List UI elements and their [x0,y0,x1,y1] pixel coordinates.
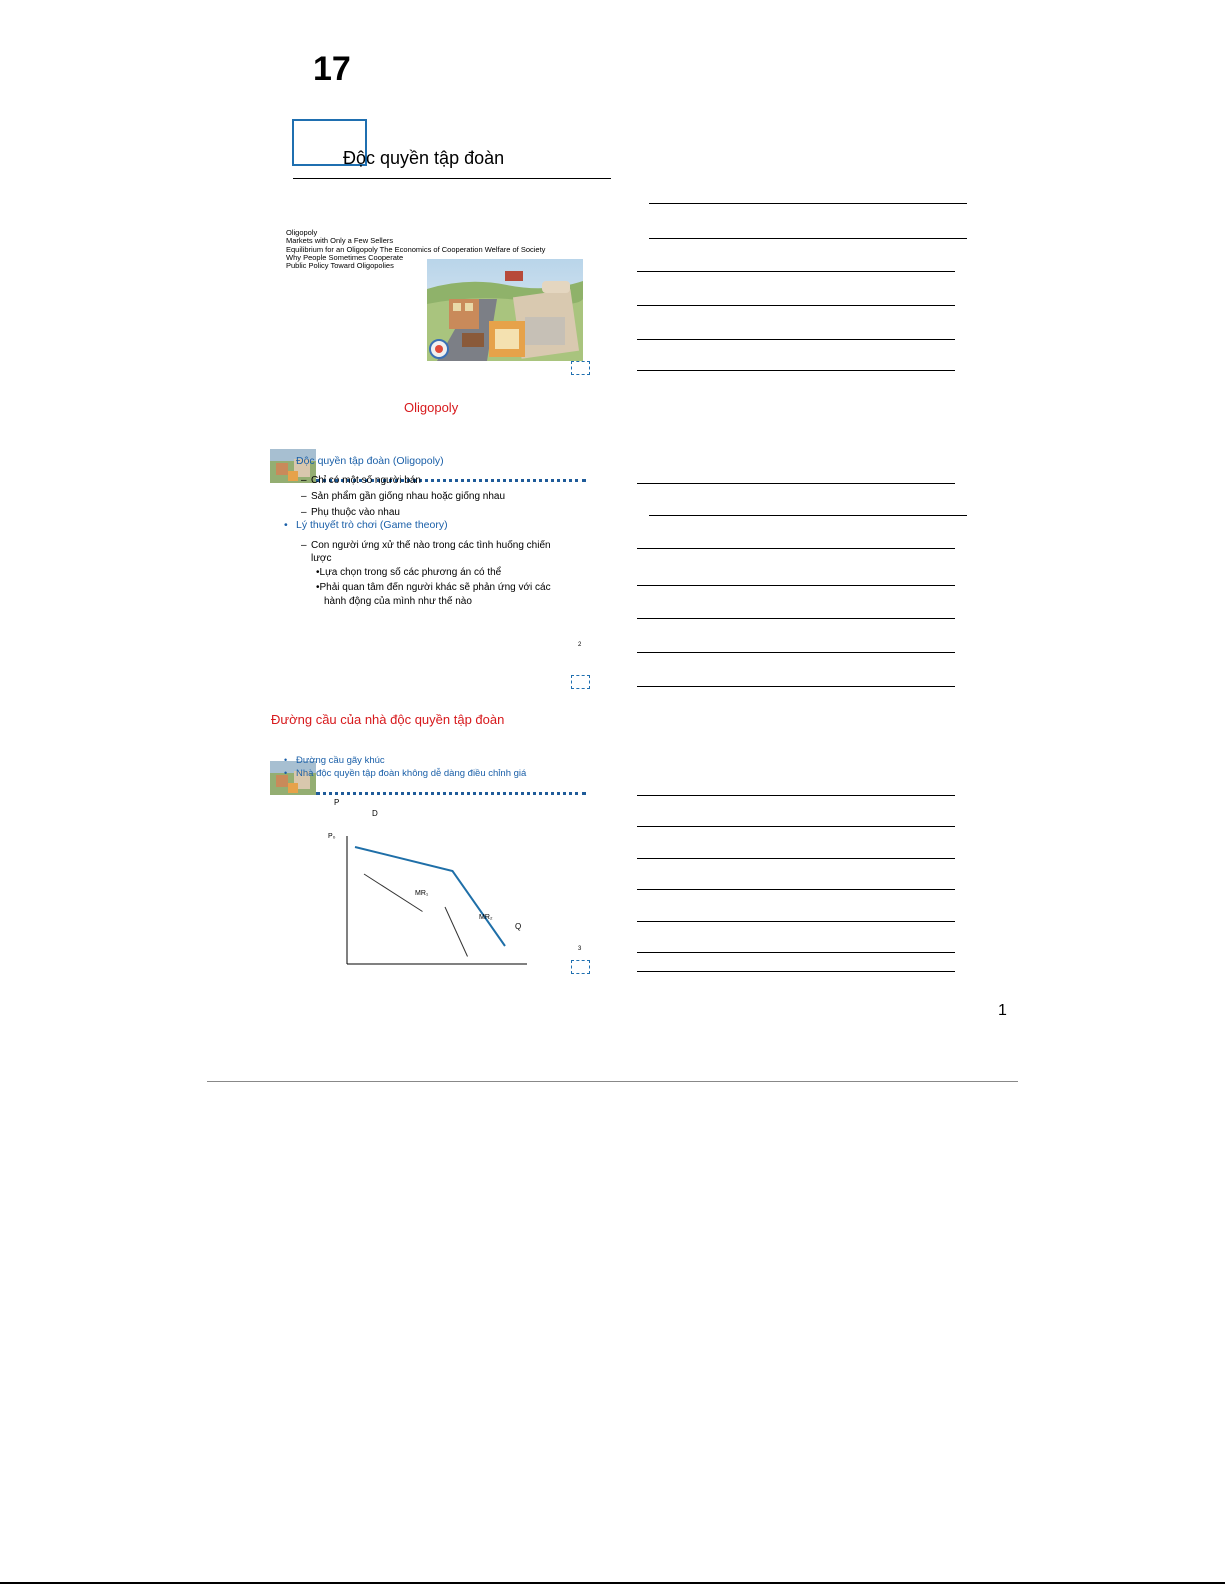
note-line [637,548,955,549]
sub-bullet-text: Sản phẩm gần giống nhau hoặc giống nhau [311,491,506,502]
slide-marker-box [571,675,590,689]
bullet-dot: • [284,768,288,778]
series-label-mr1: MR₁ [415,890,429,897]
kinked-demand-chart [325,798,540,968]
slide-title: Độc quyền tập đoàn [343,148,505,168]
bullet-dot: • [284,755,288,765]
series-label-d: D [372,809,378,818]
mr1-curve [364,874,423,912]
contents-item: Oligopoly [286,228,318,237]
y-axis-label: P [334,798,340,807]
note-line [637,370,955,371]
note-line [649,203,967,204]
slide-marker-box [571,960,590,974]
slide-number: 2 [578,642,582,648]
contents-item: Equilibrium for an Oligopoly The Economics of Cooperation Welfare of Society [286,244,546,254]
sub-sub-bullet: •Phải quan tâm đến người khác sẽ phản ứng với các [316,582,551,593]
sub-bullet-dash: – [301,475,307,486]
note-line [637,271,955,272]
page-number: 1 [998,1002,1007,1019]
note-line [637,795,955,796]
sub-bullet-dash: – [301,507,307,518]
chapter-number: 17 [313,50,351,88]
note-line [637,686,955,687]
contents-item: Markets with Only a Few Sellers [286,236,394,246]
page-bottom-edge [0,1582,1225,1584]
page-separator [207,1081,1018,1082]
demand-curve [355,847,505,946]
note-line [637,305,955,306]
slide-marker-box [571,361,590,375]
bullet-dot: • [284,519,288,531]
bullet-game-theory: Lý thuyết trò chơi (Game theory) [296,519,448,531]
note-line [637,858,955,859]
note-line [637,618,955,619]
city-illustration [427,259,583,361]
note-line [649,238,967,239]
sub-bullet-text: lược [311,553,332,564]
sub-bullet-text: Chỉ có một số người bán [311,475,421,486]
note-line [637,652,955,653]
sub-sub-bullet: •Lựa chọn trong số các phương án có thể [316,567,502,578]
x-axis-label: Q [515,922,522,931]
note-line [637,826,955,827]
note-line [637,339,955,340]
sub-bullet-text: Con người ứng xử thế nào trong các tình huống chiến [311,540,551,551]
slide-heading: Đường cầu của nhà độc quyền tập đoàn [271,712,505,727]
mr2-curve [445,907,468,957]
bullet-price-rigid: Nhà độc quyền tập đoàn không dễ dàng điều chỉnh giá [296,768,527,779]
slide-number: 3 [578,946,582,952]
note-line [637,952,955,953]
note-line [637,889,955,890]
bullet-kinked-demand: Đường cầu gãy khúc [296,755,385,766]
note-line [637,921,955,922]
note-line [637,971,955,972]
sub-bullet-text: Phụ thuộc vào nhau [311,507,400,518]
sub-bullet-dash: – [301,491,307,502]
y-tick-label: P₀ [328,833,336,840]
note-line [637,483,955,484]
note-line [637,585,955,586]
title-rule [293,178,611,179]
contents-item: Why People Sometimes Cooperate [286,252,404,262]
sub-sub-bullet: hành động của mình như thế nào [324,596,472,607]
bullet-oligopoly: Độc quyền tập đoàn (Oligopoly) [296,455,444,467]
slide-heading: Oligopoly [404,400,459,415]
sub-bullet-dash: – [301,540,307,551]
series-label-mr2: MR₂ [479,914,493,921]
contents-item: Public Policy Toward Oligopolies [286,261,394,271]
slide-divider [316,792,586,795]
note-line [649,515,967,516]
